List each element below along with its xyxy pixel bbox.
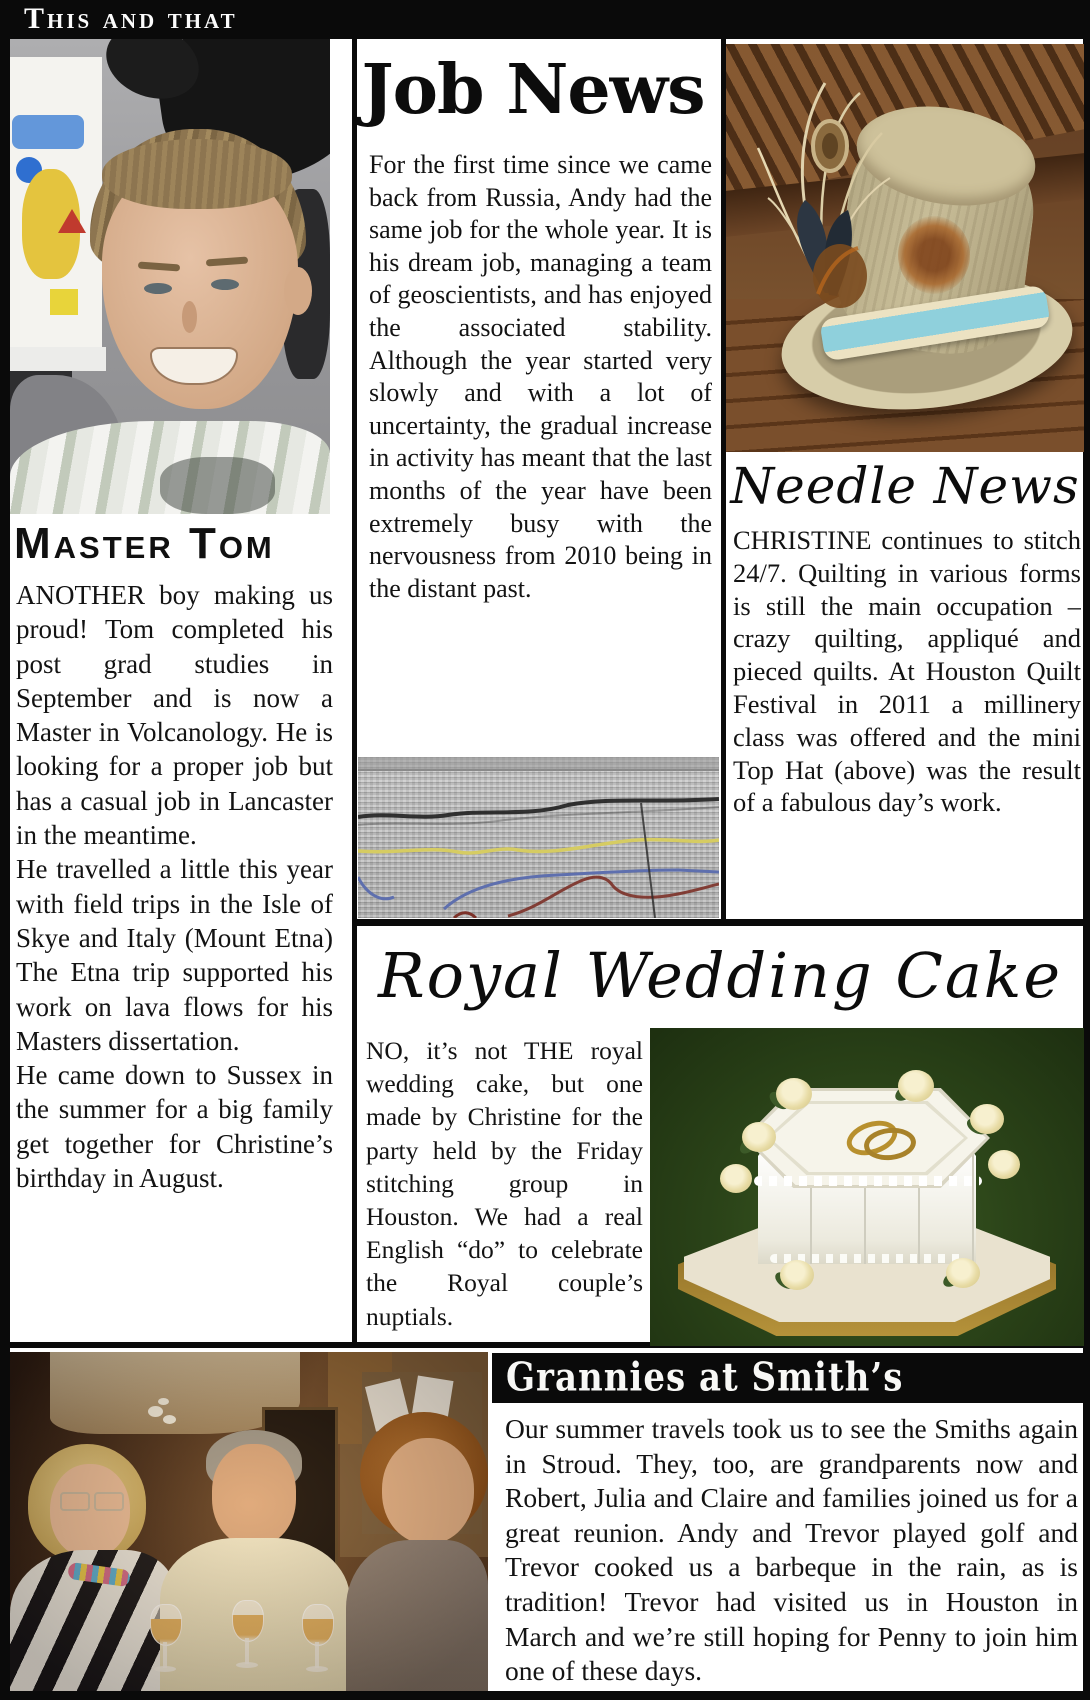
master-tom-paragraph: He travelled a little this year with field trips in the Isle of Skye and Italy (Mount Etna) The Etna trip supported his work on lava flows for his Masters dissertation.	[16, 854, 333, 1056]
tom-fringe	[102, 139, 292, 209]
tom-shirt-print	[160, 457, 275, 514]
cake-rose	[946, 1258, 980, 1288]
needle-news-paragraph: CHRISTINE continues to stitch 24/7. Quilting in various forms is still the main occupation – crazy quilting, appliqué and pieced quilts. At Houston Quilt Festival in 2011 a millinery class was offered and the mini Top Hat (above) was the result of a fabulous day’s work.	[733, 525, 1081, 818]
grannies-heading: Grannies at Smith’s	[506, 1355, 904, 1401]
frame-right	[1083, 0, 1090, 1700]
job-news-heading: Job News	[361, 50, 705, 130]
master-tom-paragraph: He came down to Sussex in the summer for a big family get together for Christine’s birthday in August.	[16, 1060, 333, 1194]
cake-rose	[742, 1122, 776, 1152]
tom-photo-shelf	[10, 347, 106, 371]
cake-rose	[988, 1150, 1020, 1179]
seismic-image	[358, 757, 719, 918]
tom-eye	[144, 283, 172, 294]
grannies-text	[505, 1412, 1078, 1690]
royal-wedding-cake-paragraph: NO, it’s not THE royal wedding cake, but one made by Christine for the party held by the Friday stitching group in Houston. We had a real English “do” to celebrate the Royal couple’s nuptials.	[366, 1036, 643, 1331]
cake-piping-beads	[754, 1176, 982, 1186]
tom-nose-shadow	[182, 301, 197, 333]
cake-rose	[776, 1078, 812, 1110]
royal-wedding-cake-text	[366, 1034, 643, 1336]
needle-news-text	[733, 524, 1081, 918]
job-news-paragraph: For the first time since we came back from Russia, Andy had the same job for the whole year. It is his dream job, managing a team of geoscientists, and has enjoyed the associated stability. Although the year started very slowly and with a lot of uncertainty, the gradual increase in activity has meant that the last months of the year have been extremely busy with the nervousness from 2010 being in the distant past.	[369, 150, 712, 603]
frame-bottom	[0, 1691, 1090, 1700]
tom-photo	[10, 39, 330, 514]
poster-yellow-square	[50, 289, 78, 315]
cake-rose	[970, 1104, 1004, 1134]
cake-photo	[650, 1028, 1084, 1346]
grannies-banner	[492, 1353, 1084, 1403]
master-tom-paragraph: ANOTHER boy making us proud! Tom completed his post grad studies in September and is now a Master in Volcanology. He is looking for a proper job but has a casual job in Lancaster in the meantime.	[16, 580, 333, 851]
master-tom-heading: Master Tom	[14, 519, 275, 568]
seismic-horizons	[358, 757, 719, 918]
grannies-photo	[10, 1352, 488, 1691]
tom-eye	[211, 279, 239, 290]
top-hat-photo	[726, 44, 1084, 452]
tom-photo-poster	[10, 57, 102, 347]
photo-warm-glow	[10, 1352, 488, 1691]
job-news-text	[369, 149, 712, 749]
poster-blue-text	[12, 115, 84, 149]
master-tom-text	[16, 578, 333, 1318]
royal-wedding-cake-heading: Royal Wedding Cake	[377, 939, 1063, 1012]
frame-left	[0, 0, 10, 1700]
page-title: This and that	[24, 2, 238, 35]
needle-news-heading: Needle News	[730, 457, 1080, 515]
divider-left-middle	[352, 39, 357, 1344]
tom-ear	[284, 267, 312, 315]
grannies-paragraph: Our summer travels took us to see the Smiths again in Stroud. They, too, are grandparents now and Robert, Julia and Claire and families joined us for a great reunion. Andy and Trevor played golf and Trevor cooked us a barbeque in the rain, as is tradition! Trevor had visited us in Houston in March and we’re still hoping for Penny to join him one of these days.	[505, 1413, 1078, 1687]
rule-above-royal-wedding	[352, 919, 1084, 926]
title-banner	[0, 0, 1090, 39]
cake-rose	[780, 1260, 814, 1290]
hat-feather	[730, 48, 920, 338]
cake-rose	[720, 1164, 752, 1193]
cake-rose	[898, 1070, 934, 1102]
